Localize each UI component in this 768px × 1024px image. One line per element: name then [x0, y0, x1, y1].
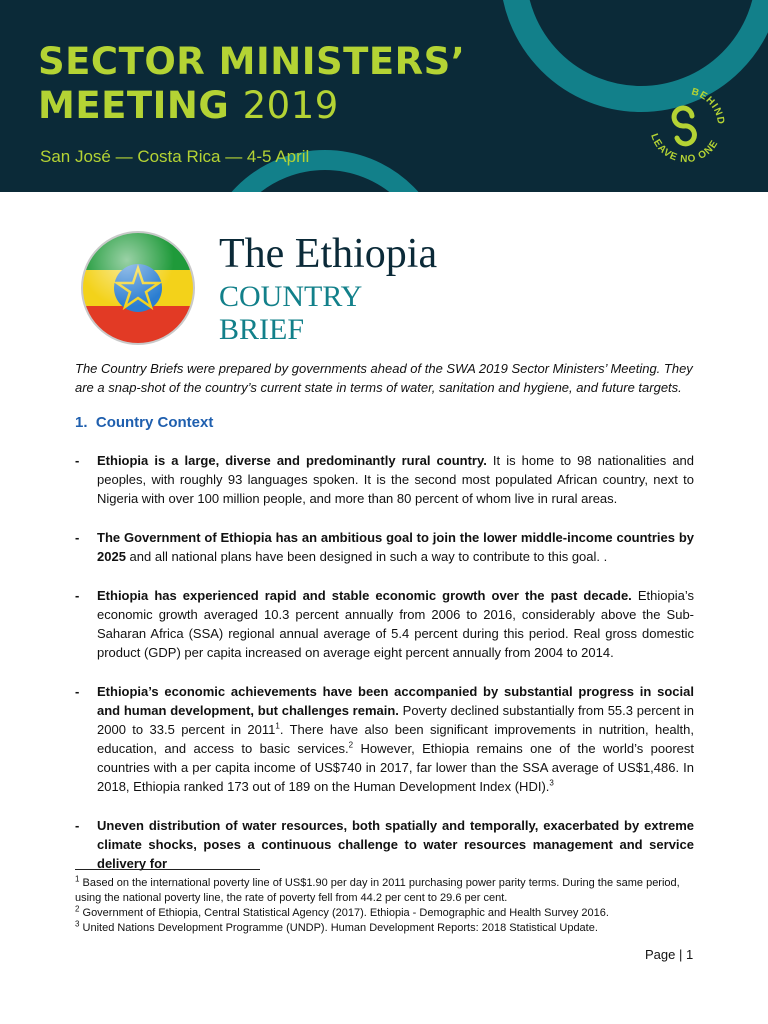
document-title: The Ethiopia: [219, 231, 438, 277]
list-item: [75, 451, 694, 508]
document-subtitle-line1: COUNTRY: [219, 280, 363, 313]
event-year: 2019: [242, 84, 339, 127]
leave-no-one-behind-logo: [636, 76, 736, 176]
document-subtitle-line2: BRIEF: [219, 313, 305, 346]
footnote: [75, 906, 705, 921]
footnotes: [75, 876, 705, 936]
bullet-list: [75, 451, 694, 893]
list-item: [75, 586, 694, 662]
page-number: Page | 1: [645, 947, 694, 962]
footnote: [75, 876, 705, 906]
bullet-text: . There have also been significant improvements in nutrition, health, education, and access to basic services.: [97, 722, 694, 756]
bullet-text: Ethiopia’s economic growth averaged 10.3 percent annually from 2006 to 2016, considerably above the Sub-Saharan Africa (SSA) regional annual average of 5.4 percent during this period. Real gross domestic product (GDP) per capita increased on average eight percent annually from 2004 to 2014.: [97, 588, 695, 660]
bullet-text: It is home to 98 nationalities and peoples, with roughly 93 languages spoken. It is the second most populated African country, next to Nigeria with over 100 million people, and more than 80 percent of whom live in rural areas.: [97, 453, 695, 506]
event-title-line1: SECTOR MINISTERS’: [38, 40, 466, 83]
section-heading: [75, 414, 213, 431]
svg-text:LEAVE NO ONE: [648, 132, 721, 165]
bullet-text: Poverty declined substantially from 55.3 percent in 2000 to 33.5 percent in 2011: [97, 703, 694, 737]
svg-text:BEHIND: [690, 86, 726, 125]
bullet-text: However, Ethiopia remains one of the world’s poorest countries with a per capita income of US$740 in 2017, far lower than the SSA average of US$1,486. In 2018, Ethiopia ranked 173 out of 189 on the Human Development Index (HDI).: [97, 741, 694, 794]
bullet-dash: -: [75, 588, 80, 603]
section-number: 1.: [75, 414, 88, 431]
footnote: [75, 921, 705, 936]
footnote-ref[interactable]: 2: [348, 740, 354, 750]
event-title-line2: [38, 84, 465, 128]
logo-text-top: BEHIND: [690, 86, 727, 126]
bullet-dash: -: [75, 818, 80, 833]
list-item: [75, 528, 694, 566]
bullet-bold-text: Uneven distribution of water resources, both spatially and temporally, exacerbated by extreme climate shocks, poses a continuous challenge to water resources management and service delivery for: [97, 818, 694, 871]
logo-text-bottom: LEAVE NO ONE: [648, 132, 721, 166]
bullet-dash: -: [75, 453, 80, 468]
bullet-text: and all national plans have been designed in such a way to contribute to this goal. .: [125, 549, 608, 564]
footnote-text: Based on the international poverty line of US$1.90 per day in 2011 purchasing power parity terms. During the same period, using the national poverty line, the rate of poverty fell from 44.2 per cent to 29.6 per cent.: [75, 877, 680, 904]
ethiopia-flag-icon: [80, 230, 196, 346]
event-location-date: San José — Costa Rica — 4-5 April: [40, 147, 310, 166]
bullet-bold-text: Ethiopia has experienced rapid and stable economic growth over the past decade.: [97, 588, 632, 603]
bullet-dash: -: [75, 684, 80, 699]
list-item: [75, 682, 694, 796]
section-title: Country Context: [95, 414, 214, 431]
footnote-number: 1: [75, 874, 80, 884]
footnote-divider: [75, 869, 260, 870]
footnote-number: 3: [75, 919, 80, 929]
footnote-text: Government of Ethiopia, Central Statistical Agency (2017). Ethiopia - Demographic and Health Survey 2016.: [79, 907, 609, 919]
footnote-ref[interactable]: 3: [549, 778, 554, 788]
bullet-bold-text: Ethiopia is a large, diverse and predominantly rural country.: [97, 453, 487, 468]
bullet-bold-text: The Government of Ethiopia has an ambitious goal to join the lower middle-income countries by 2025: [97, 530, 694, 564]
bullet-bold-text: Ethiopia’s economic achievements have been accompanied by substantial progress in social and human development, but challenges remain.: [97, 684, 694, 718]
footnote-number: 2: [75, 904, 80, 914]
intro-paragraph: The Country Briefs were prepared by governments ahead of the SWA 2019 Sector Ministers’ Meeting. They are a snap-shot of the country’s current state in terms of water, sanitation and hygiene, and future targets.: [75, 361, 693, 395]
event-title: [38, 40, 465, 128]
bullet-dash: -: [75, 530, 80, 545]
list-item: [75, 816, 694, 873]
document-subtitle: [219, 280, 362, 346]
header-banner: [0, 0, 768, 192]
footnote-ref[interactable]: 1: [275, 721, 280, 731]
event-title-meeting: MEETING: [38, 84, 230, 127]
footnote-text: United Nations Development Programme (UNDP). Human Development Reports: 2018 Statistical Update.: [79, 922, 598, 934]
